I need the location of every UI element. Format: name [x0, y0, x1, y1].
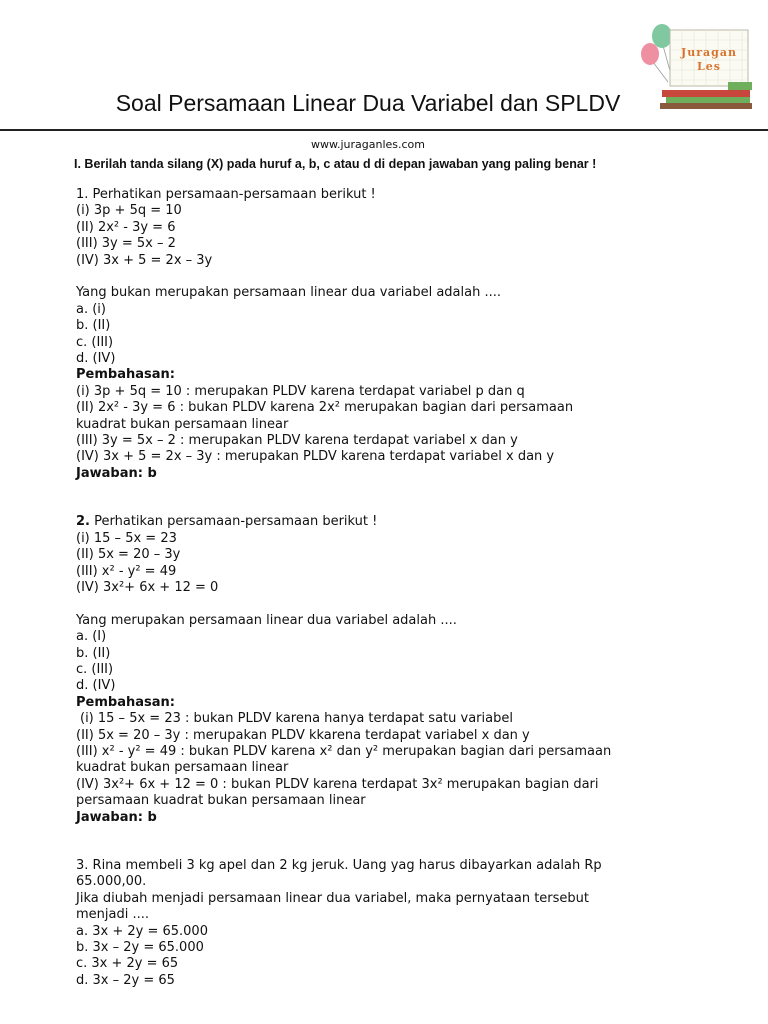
question-prompt: Yang bukan merupakan persamaan linear dua variabel adalah .... [76, 285, 502, 301]
question-intro-text: Perhatikan persamaan-persamaan berikut ! [89, 514, 378, 530]
answer-option: b. (II) [76, 645, 111, 661]
question-1 [76, 187, 756, 482]
logo-text-line1: Juragan [681, 46, 737, 59]
discussion-line: (III) 3y = 5x – 2 : merupakan PLDV karena terdapat variabel x dan y [76, 433, 518, 449]
discussion-line: (III) x² - y² = 49 : bukan PLDV karena x² dan y² merupakan bagian dari persamaan [76, 743, 612, 759]
discussion-label: Pembahasan: [76, 694, 175, 710]
answer-option: d. (IV) [76, 678, 116, 694]
answer-option: c. 3x + 2y = 65 [76, 956, 179, 972]
balloon-green-icon [652, 24, 672, 48]
answer-key: Jawaban: b [76, 465, 157, 481]
question-text: menjadi .... [76, 907, 150, 923]
question-number: 2. [76, 514, 90, 530]
answer-option: c. (III) [76, 661, 114, 677]
discussion-line: (IV) 3x²+ 6x + 12 = 0 : bukan PLDV karena terdapat 3x² merupakan bagian dari [76, 776, 599, 792]
answer-option: d. (IV) [76, 351, 116, 367]
balloon-pink-icon [641, 43, 659, 65]
answer-option: b. 3x – 2y = 65.000 [76, 940, 204, 956]
instruction-text: I. Berilah tanda silang (X) pada huruf a, b, c atau d di depan jawaban yang paling benar ! [74, 157, 597, 171]
header-divider [0, 129, 768, 131]
question-content [76, 187, 756, 989]
logo-text-line2: Les [697, 60, 721, 73]
equation-item: (i) 15 – 5x = 23 [76, 530, 177, 546]
question-intro [76, 514, 756, 530]
equation-item: (III) 3y = 5x – 2 [76, 236, 176, 252]
equation-item: (II) 2x² - 3y = 6 [76, 219, 176, 235]
answer-key: Jawaban: b [76, 809, 157, 825]
discussion-line: (i) 15 – 5x = 23 : bukan PLDV karena hanya terdapat satu variabel [80, 711, 513, 727]
discussion-label: Pembahasan: [76, 367, 175, 383]
question-prompt: Yang merupakan persamaan linear dua variabel adalah .... [76, 612, 457, 628]
answer-option: d. 3x – 2y = 65 [76, 972, 175, 988]
answer-option: a. 3x + 2y = 65.000 [76, 923, 208, 939]
answer-option: a. (I) [76, 629, 107, 645]
question-text: Jika diubah menjadi persamaan linear dua variabel, maka pernyataan tersebut [76, 890, 590, 906]
question-text: 65.000,00. [76, 874, 147, 890]
website-url: www.juraganles.com [310, 138, 425, 151]
question-text: 3. Rina membeli 3 kg apel dan 2 kg jeruk. Uang yag harus dibayarkan adalah Rp [76, 858, 602, 873]
question-intro: 1. Perhatikan persamaan-persamaan berikut ! [76, 187, 376, 202]
equation-item: (IV) 3x²+ 6x + 12 = 0 [76, 579, 219, 595]
answer-option: a. (i) [76, 301, 106, 317]
answer-option: b. (II) [76, 318, 111, 334]
discussion-line: (II) 5x = 20 – 3y : merupakan PLDV kkarena terdapat variabel x dan y [76, 727, 530, 743]
discussion-line: (II) 2x² - 3y = 6 : bukan PLDV karena 2x² merupakan bagian dari persamaan [76, 400, 574, 416]
discussion-line: (i) 3p + 5q = 10 : merupakan PLDV karena terdapat variabel p dan q [76, 383, 525, 399]
answer-option: c. (III) [76, 334, 114, 350]
equation-item: (IV) 3x + 5 = 2x – 3y [76, 252, 213, 268]
discussion-line: (IV) 3x + 5 = 2x – 3y : merupakan PLDV karena terdapat variabel x dan y [76, 449, 555, 465]
discussion-line: kuadrat bukan persamaan linear [76, 760, 289, 776]
equation-item: (III) x² - y² = 49 [76, 563, 177, 579]
discussion-line: persamaan kuadrat bukan persamaan linear [76, 793, 366, 809]
equation-item: (II) 5x = 20 – 3y [76, 547, 181, 563]
page-title: Soal Persamaan Linear Dua Variabel dan SPLDV [115, 90, 621, 116]
equation-item: (i) 3p + 5q = 10 [76, 203, 182, 219]
question-3 [76, 858, 756, 989]
discussion-line: kuadrat bukan persamaan linear [76, 416, 289, 432]
question-2 [76, 514, 756, 826]
